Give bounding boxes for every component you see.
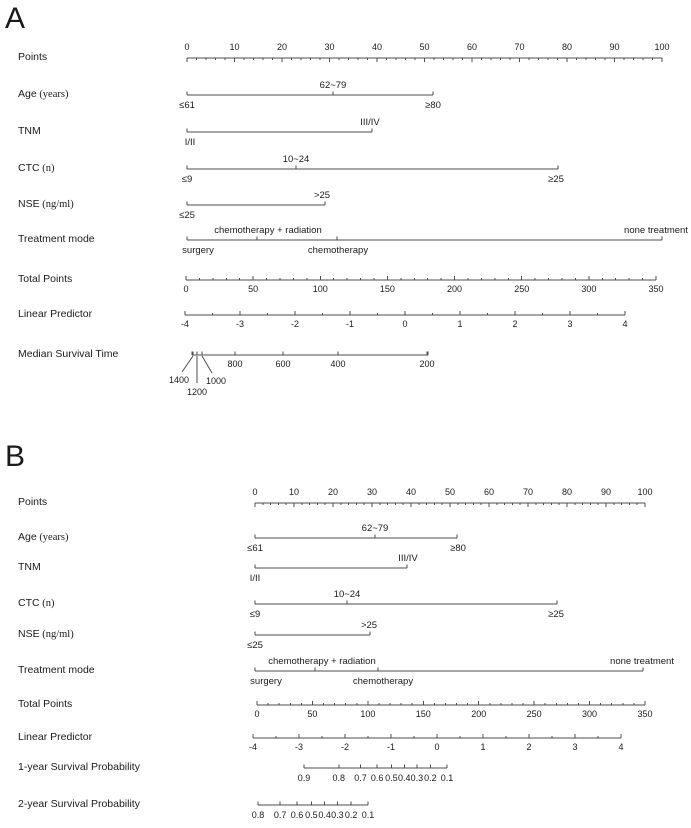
row-b-survival_1yr-tick-label: 0.3 — [410, 773, 424, 783]
row-a-treatment-cat-label: chemotherapy — [307, 245, 369, 256]
row-a-nse-cat-label: >25 — [313, 190, 331, 201]
row-a-points-tick-label: 40 — [371, 42, 383, 52]
row-b-survival_2yr-tick-label: 0.1 — [361, 810, 375, 820]
row-b-survival_2yr-tick-label: 0.5 — [305, 810, 318, 820]
row-b-ctc-label: CTC (n) — [18, 597, 55, 609]
row-a-linear_predictor-tick-label: 3 — [567, 319, 573, 329]
row-b-points-tick-label: 50 — [444, 487, 456, 497]
row-b-linear_predictor-tick-label: 1 — [480, 742, 486, 752]
row-a-age-cat-label: ≤61 — [179, 100, 195, 111]
row-b-total_points-tick-label: 50 — [307, 709, 318, 719]
row-b-total_points-tick-label: 250 — [526, 709, 542, 719]
row-a-median_survival-tick-label: 600 — [275, 359, 291, 369]
row-b-survival_1yr-tick-label: 0.9 — [297, 773, 311, 783]
row-b-linear_predictor-tick-label: 3 — [572, 742, 578, 752]
row-a-points-tick-label: 50 — [419, 42, 430, 52]
row-a-points-tick-label: 0 — [184, 42, 190, 52]
row-a-ctc-cat-label: ≤9 — [181, 174, 193, 185]
row-a-median_survival-tick-label: 1400 — [168, 375, 190, 385]
row-a-linear_predictor-tick-label: 4 — [622, 319, 628, 329]
row-b-points-tick-label: 10 — [288, 487, 300, 497]
row-a-median_survival-tick-label: 800 — [227, 359, 243, 369]
row-b-treatment-cat-label: surgery — [250, 676, 282, 687]
row-b-survival_1yr-tick-label: 0.2 — [424, 773, 437, 783]
row-a-total_points-tick-label: 350 — [648, 284, 664, 294]
row-a-median_survival-tick-label: 1000 — [205, 376, 227, 386]
row-a-age-label: Age (years) — [18, 88, 69, 100]
row-b-points-tick-label: 80 — [561, 487, 573, 497]
row-a-median_survival-tick-label: 200 — [419, 359, 435, 369]
row-a-age-cat-label: ≥80 — [425, 100, 441, 111]
row-b-points-label: Points — [18, 496, 48, 508]
row-b-points-tick-label: 70 — [522, 487, 534, 497]
row-a-ctc-label: CTC (n) — [18, 162, 55, 174]
row-a-treatment-cat-label: surgery — [182, 245, 214, 256]
row-a-tnm-label: TNM — [18, 125, 41, 137]
row-b-ctc-cat-label: ≤9 — [249, 609, 261, 620]
row-b-tnm-label: TNM — [18, 561, 41, 573]
row-a-total_points-tick-label: 150 — [379, 284, 395, 294]
row-b-survival_2yr-tick-label: 0.6 — [290, 810, 304, 820]
row-a-median_survival-label: Median Survival Time — [18, 348, 119, 360]
row-a-total_points-tick-label: 300 — [581, 284, 597, 294]
row-b-points-tick-label: 60 — [483, 487, 495, 497]
row-a-total_points-tick-label: 100 — [312, 284, 328, 294]
row-b-total_points-tick-label: 350 — [637, 709, 653, 719]
row-a-treatment-cat-label: chemotherapy + radiation — [214, 225, 322, 236]
row-a-linear_predictor-tick-label: 0 — [402, 319, 408, 329]
row-a-median_survival-leader-line — [202, 356, 212, 373]
row-b-treatment-cat-label: none treatment — [610, 656, 674, 667]
row-b-points-tick-label: 90 — [600, 487, 612, 497]
panel-letter-A: A — [5, 2, 26, 35]
row-a-points-tick-label: 90 — [609, 42, 620, 52]
row-b-treatment-label: Treatment mode — [18, 664, 95, 676]
row-b-treatment-cat-label: chemotherapy + radiation — [268, 656, 376, 667]
row-a-linear_predictor-tick-label: -1 — [345, 319, 355, 329]
panel-letter-B: B — [5, 440, 26, 473]
row-a-total_points-tick-label: 250 — [514, 284, 530, 294]
row-a-linear_predictor-tick-label: -2 — [290, 319, 300, 329]
row-a-linear_predictor-tick-label: 1 — [457, 319, 463, 329]
row-b-ctc-cat-label: ≥25 — [548, 609, 564, 620]
row-a-ctc-cat-label: 10~24 — [282, 154, 310, 165]
row-a-treatment-label: Treatment mode — [18, 233, 95, 245]
row-b-points-tick-label: 20 — [327, 487, 339, 497]
row-b-linear_predictor-tick-label: 2 — [526, 742, 532, 752]
row-b-linear_predictor-tick-label: -2 — [340, 742, 350, 752]
row-b-survival_2yr-tick-label: 0.4 — [318, 810, 331, 820]
row-b-tnm-cat-label: I/II — [249, 573, 261, 584]
row-a-median_survival-tick-label: 400 — [330, 359, 346, 369]
row-b-linear_predictor-label: Linear Predictor — [18, 731, 93, 743]
row-b-total_points-tick-label: 200 — [471, 709, 487, 719]
row-a-points-tick-label: 30 — [324, 42, 335, 52]
row-a-total_points-tick-label: 200 — [447, 284, 463, 294]
row-b-age-cat-label: 62~79 — [361, 523, 389, 534]
row-b-survival_2yr-tick-label: 0.8 — [251, 810, 265, 820]
row-a-total_points-tick-label: 50 — [248, 284, 259, 294]
row-b-ctc-cat-label: 10~24 — [333, 589, 361, 600]
row-a-points-tick-label: 70 — [514, 42, 525, 52]
row-a-nse-cat-label: ≤25 — [179, 210, 195, 221]
row-b-survival_2yr-tick-label: 0.2 — [344, 810, 358, 820]
row-b-age-cat-label: ≤61 — [247, 543, 263, 554]
row-b-total_points-label: Total Points — [18, 698, 73, 710]
row-b-linear_predictor-tick-label: -3 — [294, 742, 304, 752]
row-a-points-tick-label: 80 — [561, 42, 573, 52]
row-b-survival_2yr-tick-label: 0.3 — [331, 810, 344, 820]
row-b-survival_2yr-tick-label: 0.7 — [273, 810, 287, 820]
row-b-linear_predictor-tick-label: -4 — [248, 742, 258, 752]
row-b-total_points-tick-label: 100 — [360, 709, 376, 719]
row-a-points-tick-label: 100 — [654, 42, 670, 52]
row-a-tnm-cat-label: III/IV — [360, 117, 380, 128]
row-a-total_points-tick-label: 0 — [183, 284, 189, 294]
row-b-total_points-tick-label: 0 — [254, 709, 260, 719]
row-b-survival_1yr-label: 1-year Survival Probability — [18, 761, 140, 773]
row-a-linear_predictor-tick-label: 2 — [512, 319, 518, 329]
row-a-median_survival-tick-label: 1200 — [186, 387, 208, 397]
row-b-nse-cat-label: >25 — [360, 620, 378, 631]
row-b-survival_1yr-tick-label: 0.6 — [370, 773, 384, 783]
row-b-survival_1yr-tick-label: 0.4 — [398, 773, 411, 783]
row-a-linear_predictor-tick-label: -4 — [180, 319, 190, 329]
row-a-median_survival-leader-line — [182, 356, 193, 372]
row-b-linear_predictor-tick-label: 0 — [434, 742, 440, 752]
row-a-age-cat-label: 62~79 — [319, 80, 347, 91]
row-b-tnm-cat-label: III/IV — [398, 553, 418, 564]
row-b-survival_1yr-tick-label: 0.7 — [354, 773, 367, 783]
row-b-points-tick-label: 100 — [637, 487, 653, 497]
row-b-points-tick-label: 0 — [252, 487, 258, 497]
row-a-linear_predictor-tick-label: -3 — [235, 319, 245, 329]
row-b-total_points-tick-label: 300 — [582, 709, 598, 719]
row-a-points-tick-label: 60 — [466, 42, 478, 52]
row-b-linear_predictor-tick-label: -1 — [386, 742, 396, 752]
row-b-linear_predictor-tick-label: 4 — [618, 742, 624, 752]
row-b-points-tick-label: 40 — [405, 487, 417, 497]
row-a-points-tick-label: 10 — [229, 42, 240, 52]
row-a-points-label: Points — [18, 51, 48, 63]
row-b-survival_1yr-tick-label: 0.1 — [440, 773, 454, 783]
row-a-tnm-cat-label: I/II — [184, 137, 196, 148]
row-b-treatment-cat-label: chemotherapy — [352, 676, 414, 687]
row-b-age-cat-label: ≥80 — [450, 543, 466, 554]
row-b-survival_1yr-tick-label: 0.8 — [332, 773, 346, 783]
row-b-age-label: Age (years) — [18, 531, 69, 543]
row-b-nse-cat-label: ≤25 — [247, 640, 263, 651]
row-a-total_points-label: Total Points — [18, 273, 73, 285]
row-b-survival_2yr-label: 2-year Survival Probability — [18, 798, 140, 810]
row-a-nse-label: NSE (ng/ml) — [18, 198, 74, 210]
row-a-ctc-cat-label: ≥25 — [548, 174, 564, 185]
row-b-nse-label: NSE (ng/ml) — [18, 628, 74, 640]
row-a-points-tick-label: 20 — [276, 42, 288, 52]
row-a-linear_predictor-label: Linear Predictor — [18, 308, 93, 320]
row-a-treatment-cat-label: none treatment — [624, 225, 688, 236]
row-b-points-tick-label: 30 — [366, 487, 378, 497]
row-b-total_points-tick-label: 150 — [415, 709, 431, 719]
row-b-survival_1yr-tick-label: 0.5 — [385, 773, 398, 783]
